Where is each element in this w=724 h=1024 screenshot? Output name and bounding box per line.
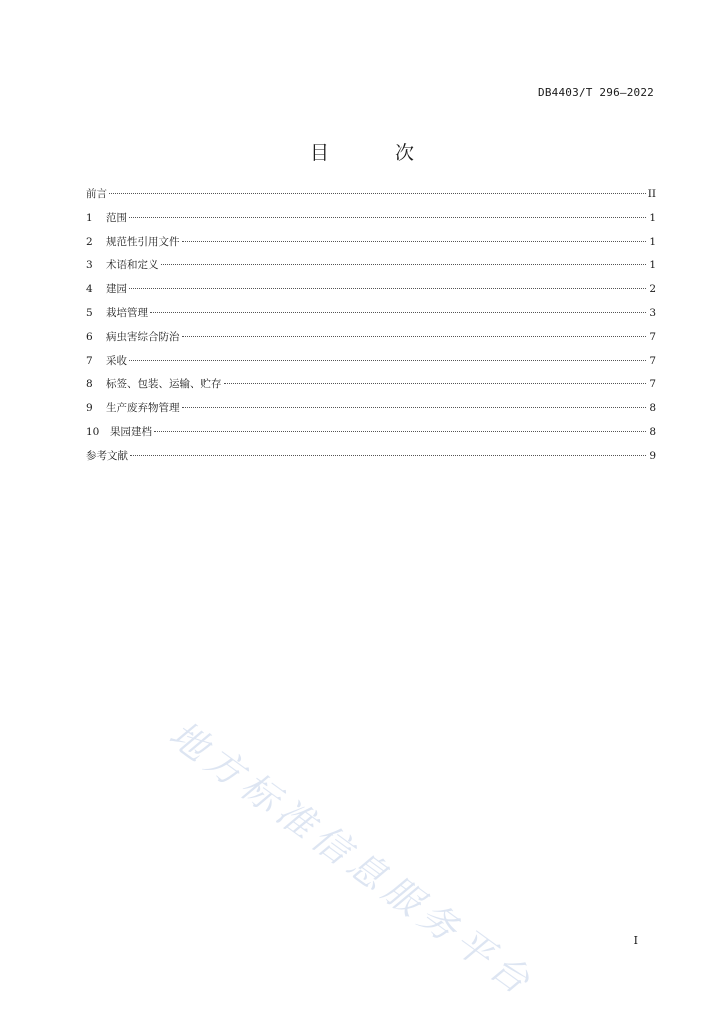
- toc-entry-number: 7: [86, 354, 93, 367]
- toc-entry-orchard-records[interactable]: [86, 423, 656, 447]
- toc-entry-page: 8: [649, 425, 656, 438]
- toc-entry-page: 7: [649, 354, 656, 367]
- toc-entry-terms-definitions[interactable]: [86, 256, 656, 280]
- toc-entry-labeling-packaging[interactable]: [86, 375, 656, 399]
- toc-entry-normative-references[interactable]: [86, 233, 656, 257]
- toc-entry-label: 栽培管理: [106, 306, 148, 319]
- toc-dot-leader: [154, 431, 646, 432]
- toc-entry-scope[interactable]: [86, 209, 656, 233]
- toc-entry-page: 1: [649, 211, 656, 224]
- toc-entry-pest-control[interactable]: [86, 328, 656, 352]
- toc-entry-bibliography[interactable]: [86, 447, 656, 471]
- page-number: I: [633, 934, 638, 947]
- toc-entry-cultivation-management[interactable]: [86, 304, 656, 328]
- toc-entry-number: 10: [86, 425, 100, 438]
- toc-entry-label: 规范性引用文件: [106, 235, 180, 248]
- toc-entry-label: 病虫害综合防治: [106, 330, 180, 343]
- toc-entry-number: 9: [86, 402, 93, 415]
- toc-entry-number: 5: [86, 306, 93, 319]
- toc-entry-page: II: [647, 188, 656, 200]
- toc-entry-foreword[interactable]: [86, 185, 656, 209]
- toc-entry-page: 7: [649, 378, 656, 391]
- toc-entry-label: 术语和定义: [106, 259, 159, 272]
- toc-dot-leader: [161, 264, 647, 265]
- toc-entry-page: 8: [649, 402, 656, 415]
- toc-entry-page: 2: [649, 283, 656, 296]
- toc-dot-leader: [129, 288, 646, 289]
- toc-entry-waste-management[interactable]: [86, 399, 656, 423]
- toc-entry-page: 1: [649, 259, 656, 272]
- document-code: DB4403/T 296—2022: [538, 86, 654, 99]
- toc-entry-orchard-establishment[interactable]: [86, 280, 656, 304]
- toc-dot-leader: [150, 312, 646, 313]
- toc-entry-number: 4: [86, 283, 93, 296]
- toc-dot-leader: [182, 407, 647, 408]
- toc-entry-label: 范围: [106, 211, 127, 224]
- toc-entry-label: 建园: [106, 283, 127, 296]
- toc-entry-label: 参考文献: [86, 449, 128, 462]
- toc-entry-page: 9: [649, 449, 656, 462]
- toc-entry-harvest[interactable]: [86, 352, 656, 376]
- toc-entry-label: 果园建档: [110, 425, 152, 438]
- toc-entry-page: 1: [649, 235, 656, 248]
- toc-entry-number: 1: [86, 211, 93, 224]
- toc-dot-leader: [129, 217, 646, 218]
- toc-dot-leader: [130, 455, 646, 456]
- toc-entry-number: 6: [86, 330, 93, 343]
- toc-dot-leader: [224, 383, 647, 384]
- toc-entry-page: 7: [649, 330, 656, 343]
- toc-title: 目 次: [309, 142, 445, 164]
- toc-entry-number: 2: [86, 235, 93, 248]
- toc-dot-leader: [182, 241, 647, 242]
- toc-entry-label: 生产废弃物管理: [106, 402, 180, 415]
- toc-dot-leader: [182, 336, 647, 337]
- toc-entry-label: 前言: [86, 188, 107, 200]
- toc-entry-number: 3: [86, 259, 93, 272]
- toc-dot-leader: [109, 193, 646, 194]
- toc-entry-label: 标签、包装、运输、贮存: [106, 378, 222, 391]
- toc-dot-leader: [129, 360, 646, 361]
- toc-entry-number: 8: [86, 378, 93, 391]
- table-of-contents: [86, 185, 656, 471]
- platform-watermark: 地方标准信息服务平台: [161, 712, 543, 1006]
- toc-entry-page: 3: [649, 306, 656, 319]
- toc-entry-label: 采收: [106, 354, 127, 367]
